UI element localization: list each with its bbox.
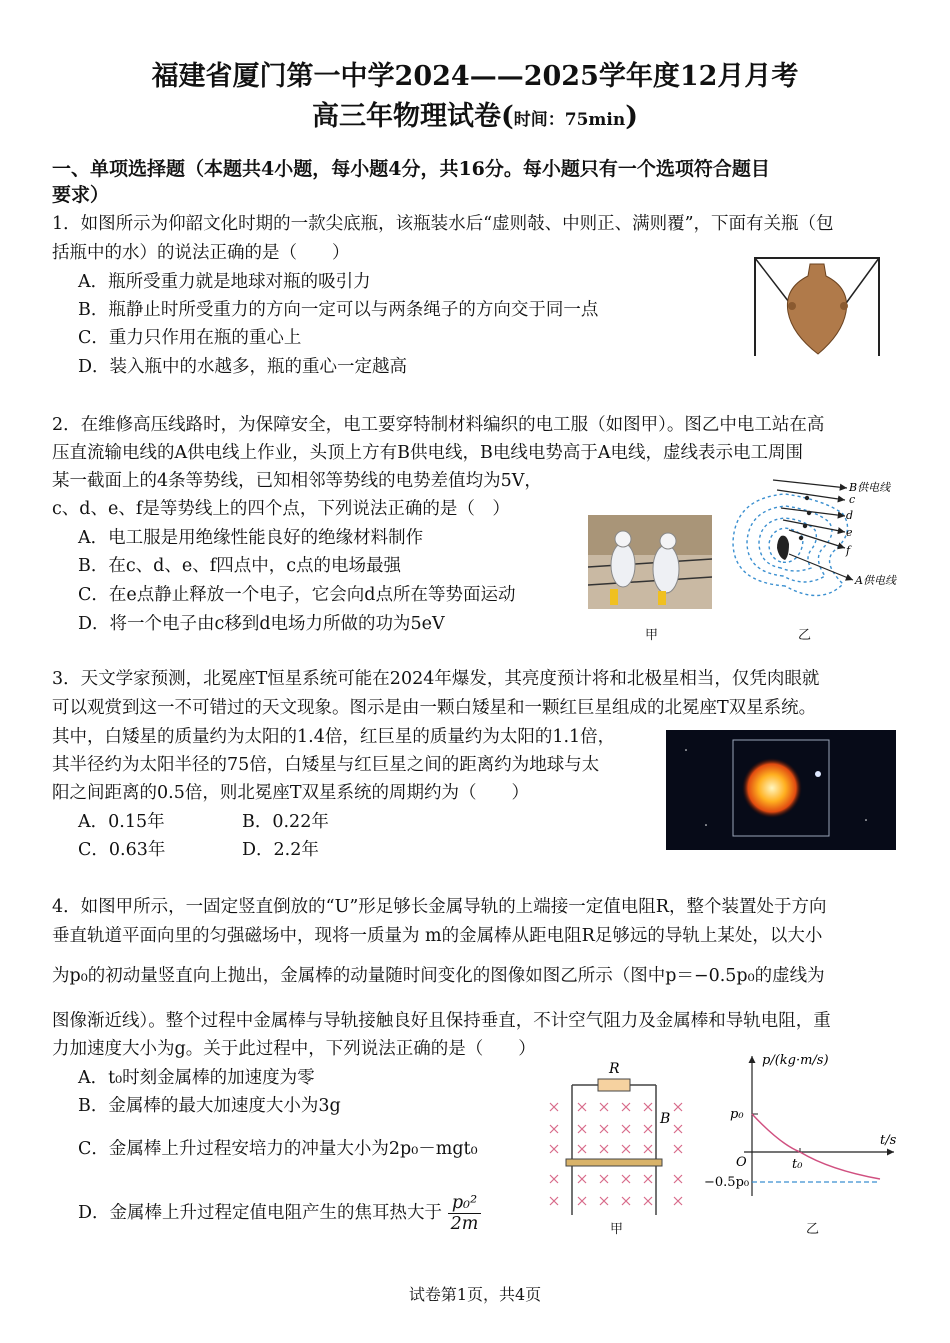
q1-vase-figure	[752, 254, 882, 358]
q3-option-a: A．0.15年	[78, 812, 165, 832]
q2-stem-3: 某一截面上的4条等势线，已知相邻等势线的电势差值均为5V，	[52, 471, 542, 491]
exam-title: 福建省厦门第一中学2024——2025学年度12月月考	[151, 61, 799, 92]
q3-stem-1: 3．天文学家预测，北冕座T恒星系统可能在2024年爆发，其亮度预计将和北极星相当，仅凭肉眼就	[52, 669, 820, 689]
graph-p0-label: p₀	[730, 1107, 744, 1122]
page-footer: 试卷第1页，共4页	[408, 1285, 542, 1304]
q3-stem-4: 其半径约为太阳半径的75倍，白矮星与红巨星之间的距离约为地球与太	[52, 755, 600, 775]
q2-fig-right-caption: 乙	[798, 628, 812, 643]
graph-x-label: t/s	[880, 1133, 897, 1148]
q2-stem-2: 压直流输电线的A供电线上作业，头顶上方有B供电线，B电线电势高于A电线，虚线表示电工周围	[52, 443, 803, 463]
q4-fraction	[448, 1193, 482, 1234]
exam-subtitle	[0, 94, 950, 133]
q3-stem-5: 阳之间距离的0.5倍，则北冕座T双星系统的周期约为（ ）	[52, 783, 530, 803]
graph-y-label: p/(kg·m/s)	[762, 1053, 829, 1068]
q2-stem-4: c、d、e、f是等势线上的四个点，下列说法正确的是（ ）	[52, 499, 510, 519]
q4-option-d-text: D．金属棒上升过程定值电阻产生的焦耳热大于	[78, 1203, 443, 1223]
point-f: f	[846, 544, 851, 557]
q3-stem-2: 可以观赏到这一不可错过的天文现象。图示是由一颗白矮星和一颗红巨星组成的北冕座T双星系统。	[52, 698, 817, 718]
q4-fig-left-caption: 甲	[610, 1222, 624, 1237]
fraction-den: 2m	[450, 1214, 479, 1234]
q1-option-a: A．瓶所受重力就是地球对瓶的吸引力	[78, 272, 371, 292]
time-note: 时间：75min	[513, 110, 626, 130]
q2-option-d: D．将一个电子由c移到d电场力所做的功为5eV	[78, 614, 445, 634]
q4-option-b: B．金属棒的最大加速度大小为3g	[78, 1096, 341, 1116]
point-c: c	[849, 493, 856, 506]
q2-equipotential-diagram	[725, 474, 915, 624]
q1-option-c: C．重力只作用在瓶的重心上	[78, 328, 302, 348]
graph-asymptote-label: −0.5p₀	[704, 1175, 750, 1190]
field-label: B	[660, 1111, 671, 1127]
q4-option-d	[78, 1193, 481, 1234]
q2-option-a: A．电工服是用绝缘性能良好的绝缘材料制作	[78, 528, 424, 548]
q3-option-d: D．2.2年	[242, 840, 319, 860]
section-title-cont: 要求）	[52, 184, 110, 206]
section-title: 一、单项选择题（本题共4小题，每小题4分，共16分。每小题只有一个选项符合题目	[52, 158, 770, 180]
q4-stem-2: 垂直轨道平面向里的匀强磁场中，现将一质量为 m的金属棒从距电阻R足够远的导轨上某处，以大小	[52, 926, 823, 946]
q2-stem-1: 2．在维修高压线路时，为保障安全，电工要穿特制材料编织的电工服（如图甲）。图乙中电工站在高	[52, 415, 825, 435]
q3-option-b: B．0.22年	[242, 812, 329, 832]
graph-t0-label: t₀	[792, 1157, 803, 1172]
q4-rail-diagram	[540, 1055, 700, 1220]
resistor-label: R	[609, 1061, 620, 1077]
graph-origin-label: O	[736, 1155, 747, 1170]
q4-stem-5: 力加速度大小为g。关于此过程中，下列说法正确的是（ ）	[52, 1039, 536, 1059]
q2-fig-left-caption: 甲	[645, 628, 659, 643]
label-b-line: B供电线	[849, 481, 891, 494]
q1-option-b: B．瓶静止时所受重力的方向一定可以与两条绳子的方向交于同一点	[78, 300, 599, 320]
q2-electrician-photo	[588, 515, 712, 609]
q3-option-c: C．0.63年	[78, 840, 166, 860]
q1-option-d: D．装入瓶中的水越多，瓶的重心一定越高	[78, 357, 408, 377]
q3-star-image	[666, 730, 896, 850]
q2-option-c: C．在e点静止释放一个电子，它会向d点所在等势面运动	[78, 585, 516, 605]
q4-stem-4: 图像渐近线）。整个过程中金属棒与导轨接触良好且保持垂直，不计空气阻力及金属棒和导轨电阻，重	[52, 1011, 831, 1031]
point-e: e	[846, 526, 853, 539]
q3-stem-3: 其中，白矮星的质量约为太阳的1.4倍，红巨星的质量约为太阳的1.1倍，	[52, 727, 616, 747]
q1-stem-2: 括瓶中的水）的说法正确的是（ ）	[52, 243, 350, 263]
q2-option-b: B．在c、d、e、f四点中，c点的电场最强	[78, 556, 401, 576]
q4-fig-right-caption: 乙	[806, 1222, 820, 1237]
fraction-num: p₀²	[448, 1193, 482, 1214]
q4-stem-1: 4．如图甲所示，一固定竖直倒放的“U”形足够长金属导轨的上端接一定值电阻R，整个装置处于方向	[52, 897, 827, 917]
q4-option-c: C．金属棒上升过程安培力的冲量大小为2p₀－mgt₀	[78, 1139, 478, 1159]
point-d: d	[846, 509, 854, 522]
q4-option-a: A．t₀时刻金属棒的加速度为零	[78, 1068, 315, 1088]
label-a-line: A供电线	[855, 574, 896, 587]
q4-momentum-graph	[700, 1048, 900, 1198]
q1-stem-1: 1．如图所示为仰韶文化时期的一款尖底瓶，该瓶装水后“虚则攲、中则正、满则覆”，下面有关瓶（包	[52, 214, 834, 234]
subtitle-end: )	[625, 101, 639, 132]
subtitle-text: 高三年物理试卷(	[311, 101, 514, 132]
q4-stem-3: 为p₀的初动量竖直向上抛出，金属棒的动量随时间变化的图像如图乙所示（图中p＝−0.5p₀的虚线为	[52, 966, 825, 986]
